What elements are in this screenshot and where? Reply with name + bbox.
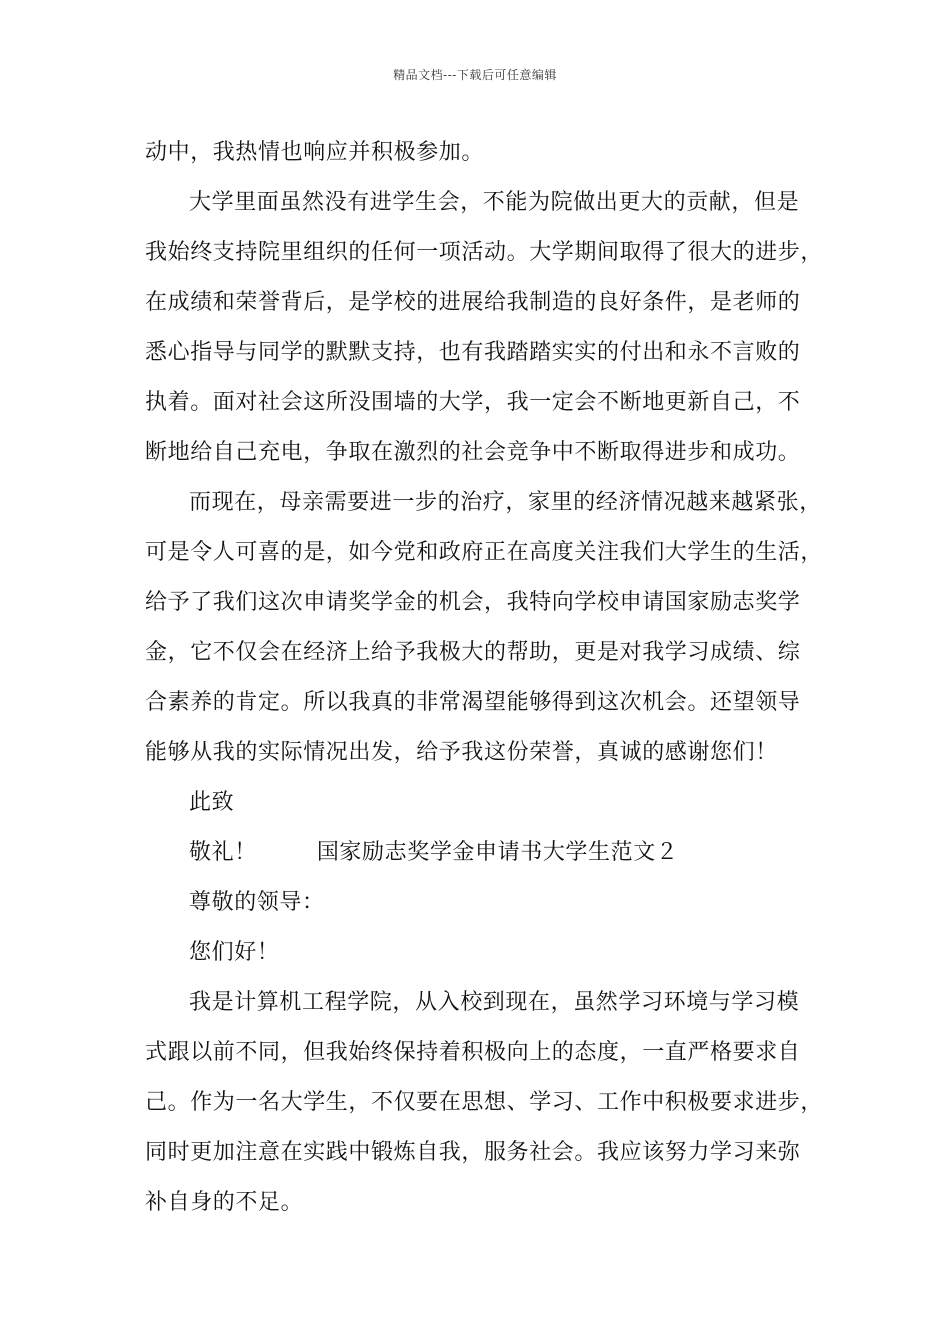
paragraph-university-progress — [145, 178, 825, 478]
page-header: 精品文档---下载后可任意编辑 — [393, 68, 557, 82]
salutation — [145, 878, 825, 928]
text-line: 我始终支持院里组织的任何一项活动。大学期间取得了很大的进步， — [145, 240, 824, 265]
text-line: 己。作为一名大学生，不仅要在思想、学习、工作中积极要求进步， — [145, 1090, 824, 1115]
section-title: 国家励志奖学金申请书大学生范文２ — [316, 840, 679, 865]
document-body — [145, 128, 825, 1228]
text-line: 金，它不仅会在经济上给予我极大的帮助，更是对我学习成绩、综 — [145, 640, 801, 665]
greeting — [145, 928, 825, 978]
text-line: 在成绩和荣誉背后，是学校的进展给我制造的良好条件，是老师的 — [145, 290, 801, 315]
paragraph-application-reason — [145, 478, 825, 778]
text-line: 补自身的不足。 — [145, 1190, 304, 1215]
text-line: 您们好！ — [189, 940, 280, 965]
text-line: 动中，我热情也响应并积极参加。 — [145, 140, 485, 165]
text-line: 大学里面虽然没有进学生会，不能为院做出更大的贡献，但是 — [189, 190, 800, 215]
closing-and-title — [145, 828, 825, 878]
text-line: 可是令人可喜的是，如今党和政府正在高度关注我们大学生的生活， — [145, 540, 824, 565]
text-line: 同时更加注意在实践中锻炼自我，服务社会。我应该努力学习来弥 — [145, 1140, 801, 1165]
text-line: 此致 — [189, 790, 235, 815]
text-line: 能够从我的实际情况出发，给予我这份荣誉，真诚的感谢您们！ — [145, 740, 778, 765]
closing-jing-li: 敬礼！ — [189, 840, 257, 865]
paragraph-continuation — [145, 128, 825, 178]
closing-ci-zhi — [145, 778, 825, 828]
text-line: 式跟以前不同，但我始终保持着积极向上的态度，一直严格要求自 — [145, 1040, 801, 1065]
text-line: 执着。面对社会这所没围墙的大学，我一定会不断地更新自己，不 — [145, 390, 801, 415]
text-line: 尊敬的领导： — [189, 890, 325, 915]
text-line: 断地给自己充电，争取在激烈的社会竞争中不断取得进步和成功。 — [145, 440, 801, 465]
text-line: 悉心指导与同学的默默支持，也有我踏踏实实的付出和永不言败的 — [145, 340, 801, 365]
paragraph-self-introduction — [145, 978, 825, 1228]
text-line: 我是计算机工程学院，从入校到现在，虽然学习环境与学习模 — [189, 990, 800, 1015]
text-line: 给予了我们这次申请奖学金的机会，我特向学校申请国家励志奖学 — [145, 590, 801, 615]
text-line: 而现在，母亲需要进一步的治疗，家里的经济情况越来越紧张， — [189, 490, 822, 515]
text-line: 合素养的肯定。所以我真的非常渴望能够得到这次机会。还望领导 — [145, 690, 801, 715]
